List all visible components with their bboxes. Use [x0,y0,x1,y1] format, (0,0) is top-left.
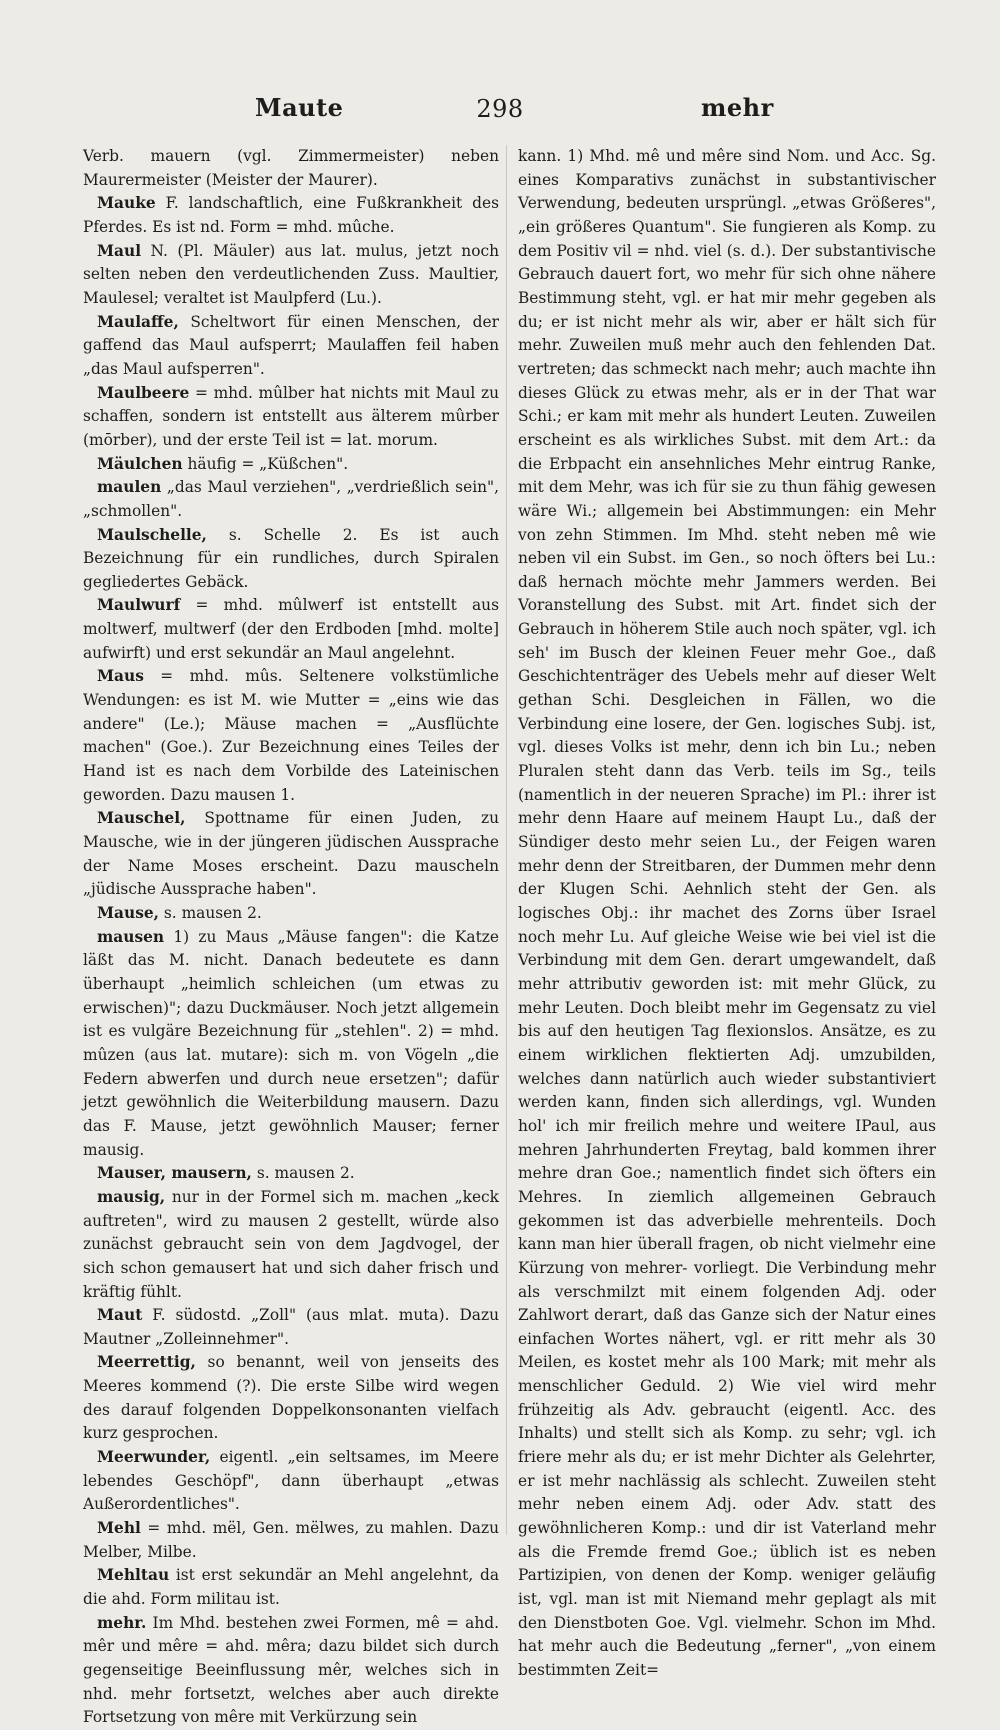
entry-text: F. südostd. „Zoll" (aus mlat. muta). Dazu Mautner „Zolleinnehmer". [83,1306,499,1348]
entry-text: kann. 1) Mhd. mê und mêre sind Nom. und Acc. Sg. eines Komparativs zunächst in substantivischer Verwendung, bedeuten ursprüngl. „etwas Größeres", „ein größeres Quantum". Sie fungieren als Komp. zu dem Positiv vil = nhd. viel (s. d.). Der substantivische Gebrauch dauert fort, wo mehr für sich ohne nähere Bestimmung steht, vgl. er hat mir mehr gegeben als du; er ist nicht mehr als wir, aber er hält sich für mehr. Zuweilen muß mehr auch den fehlenden Dat. vertreten; das schmeckt nach mehr; auch machte ihn dieses Glück zu etwas mehr, als er in der That war Schi.; er kam mit mehr als hundert Leuten. Zuweilen erscheint es als wirkliches Subst. mit dem Art.: da die Erbpacht ein ansehnliches Mehr eintrug Ranke, mit dem Mehr, was ich für sie zu thun fähig gewesen wäre Wi.; allgemein bei Abstimmungen: ein Mehr von zehn Stimmen. Im Mhd. steht neben mê wie neben vil ein Subst. im Gen., so noch öfters bei Lu.: daß hernach möchte mehr Jammers werden. Bei Voranstellung des Subst. mit Art. findet sich der Gebrauch in höherem Stile auch noch später, vgl. ich seh' im Busch der kleinen Feuer mehr Goe., daß Geschichtenträger des Uebels mehr auf dieser Welt gethan Schi. Desgleichen in Fällen, wo die Verbindung eine losere, der Gen. logisches Subj. ist, vgl. dieses Volks ist mehr, denn ich bin Lu.; neben Pluralen steht dann das Verb. teils im Sg., teils (namentlich in der neueren Sprache) im Pl.: ihrer ist mehr denn Haare auf meinem Haupt Lu., daß der Sündiger desto mehr seien Lu., der Feigen waren mehr denn der Streitbaren, der Dummen mehr denn der Klugen Schi. Aehnlich steht der Gen. als logisches Obj.: ihr machet des Zorns über Israel noch mehr Lu. Auf gleiche Weise wie bei viel ist die Verbindung mit dem Gen. derart umgewandelt, daß mehr attributiv geworden ist: mit mehr Glück, zu mehr Leuten. Doch bleibt mehr im Gegensatz zu viel bis auf den heutigen Tag flexionslos. Ansätze, es zu einem wirklichen flektierten Adj. umzubilden, welches dann natürlich auch wieder substantiviert werden kann, finden sich allerdings, vgl. Wunden hol' ich mir freilich mehre und weitere IPaul, aus mehren Jahrhunderten Freytag, bald kommen ihrer mehre dran Goe.; namentlich findet sich öfters ein Mehres. In ziemlich allgemeinen Gebrauch gekommen ist das adverbielle mehrenteils. Doch kann man hier überall fragen, ob nicht vielmehr eine Kürzung von mehrer- vorliegt. Die Verbindung mehr als verschmilzt mit einem folgenden Adj. oder Zahlwort derart, daß das Ganze sich der Natur eines einfachen Wortes nähert, vgl. er ritt mehr als 30 Meilen, es kostet mehr als 100 Mark; mit mehr als menschlicher Geduld. 2) Wie viel wird mehr frühzeitig als Adv. gebraucht (eigentl. Acc. des Inhalts) und stellt sich als Komp. zu sehr; vgl. ich friere mehr als du; er ist mehr Dichter als Gelehrter, er ist mehr nachlässig als schlecht. Zuweilen steht mehr neben einem Adj. oder Adv. statt des gewöhnlicheren Komp.: und dir ist Vaterland mehr als die Fremde fremd Goe.; üblich ist es neben Partizipien, von denen der Komp. weniger geläufig ist, vgl. man ist mit Niemand mehr geplagt als mit den Dienstboten Goe. Vgl. vielmehr. Schon im Mhd. hat mehr auch die Bedeutung „ferner", „von einem bestimmten Zeit= [518,147,936,1679]
right-column [518,145,936,1683]
left-column [83,145,499,1730]
entry-headword: Meerwunder, [97,1448,211,1467]
entry-text: s. mausen 2. [251,1164,355,1183]
dictionary-entry [83,382,499,453]
entry-text: Spottname für einen Juden, zu Mausche, wie in der jüngeren jüdischen Aussprache der Name Moses erscheint. Dazu mauscheln „jüdische Aussprache haben". [83,809,499,899]
entry-text: = mhd. mûs. Seltenere volkstümliche Wendungen: es ist M. wie Mutter = „eins wie das andere" (Le.); Mäuse machen = „Ausflüchte machen" (Goe.). Zur Bezeichnung eines Teiles der Hand ist es nach dem Vorbilde des Lateinischen geworden. Dazu mausen 1. [83,667,499,804]
dictionary-entry [83,311,499,382]
dictionary-entry [83,524,499,595]
running-head-left: Maute [255,93,344,122]
entry-headword: mausig, [97,1187,166,1206]
entry-text: nur in der Formel sich m. machen „keck auftreten", wird zu mausen 2 gestellt, würde also zunächst gebraucht sein von dem Jagdvogel, der sich schon gemausert hat und sich daher frisch und kräftig fühlt. [83,1187,499,1301]
entry-text: so benannt, weil von jenseits des Meeres kommend (?). Die erste Silbe wird wegen des darauf folgenden Doppelkonsonanten vielfach kurz gesprochen. [83,1353,499,1443]
entry-headword: Mehl [97,1519,141,1538]
entry-text: häufig = „Küßchen". [182,454,349,473]
entry-text: eigentl. „ein seltsames, im Meere lebendes Geschöpf", dann überhaupt „etwas Außerordentliches". [83,1448,499,1514]
dictionary-entry [83,902,499,926]
dictionary-entry [83,453,499,477]
entry-headword: Mauser, mausern, [97,1164,252,1183]
dictionary-entry [518,145,936,1683]
entry-headword: Maulwurf [97,596,181,615]
entry-headword: Mäulchen [97,454,183,473]
entry-text: Im Mhd. bestehen zwei Formen, mê = ahd. mêr und mêre = ahd. mêra; dazu bildet sich durch gegenseitige Beeinflussung mêr, welches sich in nhd. mehr fortsetzt, welches aber auch direkte Fortsetzung von mêre mit Verkürzung sein [83,1613,499,1727]
dictionary-entry [83,807,499,902]
entry-headword: Maulschelle, [97,525,207,544]
entry-text: Scheltwort für einen Menschen, der gaffend das Maul aufsperrt; Maulaffen feil haben „das Maul aufsperren". [83,312,499,378]
dictionary-entry [83,594,499,665]
entry-headword: Maulaffe, [97,312,179,331]
entry-headword: Maulbeere [97,383,190,402]
dictionary-entry [83,476,499,523]
dictionary-entry [83,240,499,311]
entry-headword: Maus [97,667,144,686]
dictionary-entry [83,1162,499,1186]
entry-text: „das Maul verziehen", „verdrießlich sein", „schmollen". [83,478,499,520]
dictionary-entry [83,1186,499,1304]
entry-headword: maulen [97,478,162,497]
entry-headword: Mauschel, [97,809,186,828]
column-divider [506,145,507,1535]
entry-text: Verb. mauern (vgl. Zimmermeister) neben Maurermeister (Meister der Maurer). [83,147,499,189]
entry-text: ist erst sekundär an Mehl angelehnt, da die ahd. Form militau ist. [83,1566,499,1609]
dictionary-entry [83,1304,499,1351]
entry-text: = mhd. mûlber hat nichts mit Maul zu schaffen, sondern ist entstellt aus älterem mûrber (mōrber), und der erste Teil ist = lat. morum. [83,383,499,449]
entry-text: F. landschaftlich, eine Fußkrankheit des Pferdes. Es ist nd. Form = mhd. mûche. [83,194,499,236]
entry-headword: mehr. [97,1613,147,1632]
dictionary-entry [83,665,499,807]
entry-headword: Maul [97,241,142,260]
dictionary-entry [83,145,499,192]
entry-text: 1) zu Maus „Mäuse fangen": die Katze läßt das M. nicht. Danach bedeutete es dann überhaupt „heimlich schleichen (um etwas zu erwischen)"; dazu Duckmäuser. Noch jetzt allgemein ist es vulgäre Bezeichnung für „stehlen". 2) = mhd. mûzen (aus lat. mutare): sich m. von Vögeln „die Federn abwerfen und durch neue ersetzen"; dafür jetzt gewöhnlich die Weiterbildung mausern. Dazu das F. Mause, jetzt gewöhnlich Mauser; ferner mausig. [83,927,499,1159]
entry-text: = mhd. mël, Gen. mëlwes, zu mahlen. Dazu Melber, Milbe. [83,1519,499,1561]
dictionary-entry [83,1517,499,1564]
dictionary-entry [83,1612,499,1730]
entry-text: = mhd. mûlwerf ist entstellt aus moltwerf, multwerf (der den Erdboden [mhd. molte] aufwirft) und erst sekundär an Maul angelehnt. [83,596,499,662]
entry-text: N. (Pl. Mäuler) aus lat. mulus, jetzt noch selten neben den verdeutlichenden Zuss. Maultier, Maulesel; veraltet ist Maulpferd (Lu.). [83,241,499,307]
entry-text: s. mausen 2. [159,904,262,922]
dictionary-entry [83,192,499,239]
entry-headword: Mehltau [97,1566,170,1585]
entry-headword: mausen [97,927,165,946]
running-head-right: mehr [701,93,774,122]
entry-headword: Mause, [97,904,160,922]
entry-headword: Meerrettig, [97,1353,196,1372]
page-number: 298 [476,95,524,123]
dictionary-entry [83,1351,499,1446]
entry-headword: Mauke [97,194,156,213]
dictionary-entry [83,1446,499,1517]
dictionary-entry [83,1564,499,1611]
entry-text: s. Schelle 2. Es ist auch Bezeichnung für ein rundliches, durch Spiralen gegliedertes Gebäck. [83,525,499,591]
entry-headword: Maut [97,1306,143,1325]
dictionary-entry [83,926,499,1163]
